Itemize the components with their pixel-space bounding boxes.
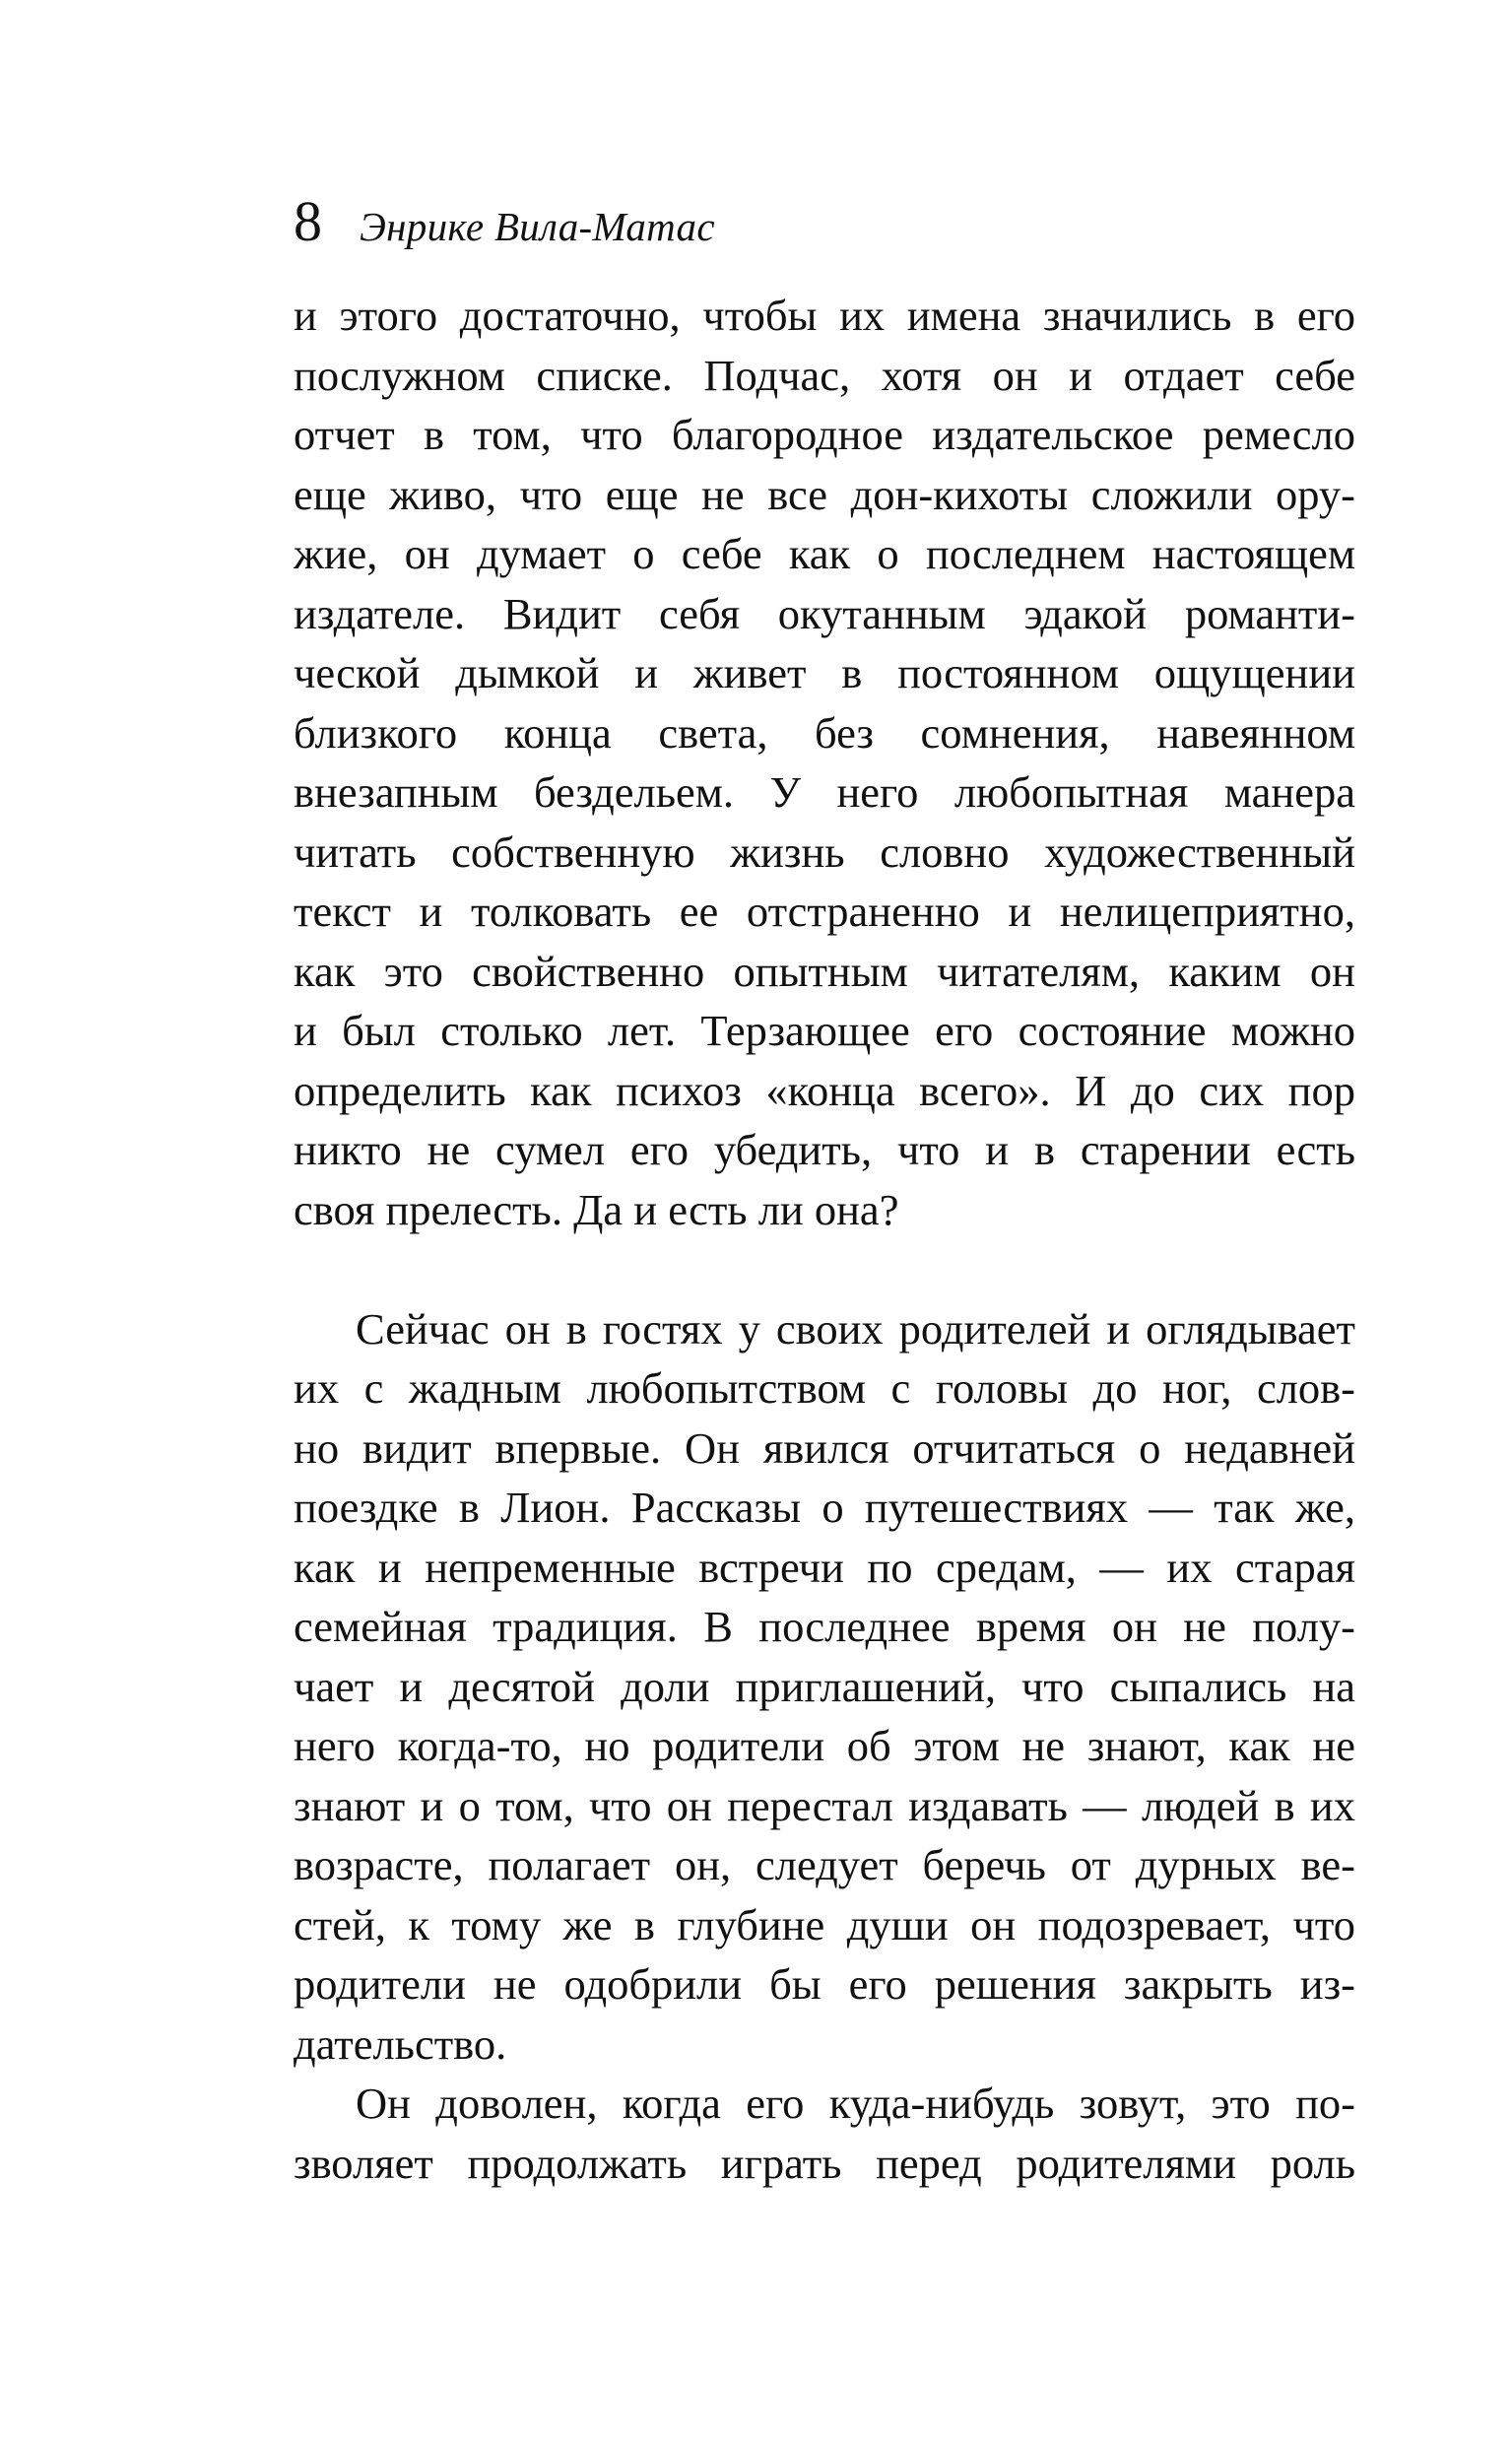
running-head — [294, 187, 715, 256]
text-line: чает и десятой доли приглашений, что сыпались на — [294, 1661, 1355, 1711]
text-line: дательство. — [294, 2018, 507, 2069]
text-line: родители не одобрили бы его решения закрыть из- — [294, 1959, 1355, 2009]
section-break — [294, 1239, 1355, 1299]
text-line: текст и толковать ее отстраненно и нелицеприятно, — [294, 887, 1355, 936]
text-line: издателе. Видит себя окутанным эдакой романти- — [294, 588, 1355, 638]
page-number: 8 — [294, 189, 322, 253]
text-line: определить как психоз «конца всего». И до сих пор — [294, 1065, 1355, 1115]
text-line: жие, он думает о себе как о последнем настоящем — [294, 529, 1355, 578]
text-line: близкого конца света, без сомнения, навеянном — [294, 707, 1355, 758]
paragraph-2 — [294, 1299, 1355, 2075]
text-line: читать собственную жизнь словно художественный — [294, 826, 1355, 877]
text-line: их с жадным любопытством с головы до ног, слов- — [294, 1363, 1355, 1413]
text-line: Он доволен, когда его куда-нибудь зовут, это по- — [356, 2079, 1355, 2128]
text-line: как и непременные встречи по средам, — их старая — [294, 1542, 1355, 1592]
text-line: как это свойственно опытным читателям, каким он — [294, 946, 1355, 996]
text-line: поездке в Лион. Рассказы о путешествиях — так же, — [294, 1483, 1355, 1532]
paragraph-3 — [294, 2074, 1355, 2193]
text-line: еще живо, что еще не все дон-кихоты сложили ору- — [294, 469, 1355, 519]
text-line: отчет в том, что благородное издательское ремесло — [294, 410, 1355, 459]
text-line: знают и о том, что он перестал издавать — людей в их — [294, 1780, 1355, 1830]
text-line: но видит впервые. Он явился отчитаться о недавней — [294, 1422, 1355, 1473]
text-line: никто не сумел его убедить, что и в старении есть — [294, 1125, 1355, 1174]
body-text — [294, 286, 1355, 2193]
paragraph-1 — [294, 286, 1355, 1239]
text-line: внезапным бездельем. У него любопытная манера — [294, 767, 1355, 817]
text-line: него когда-то, но родители об этом не знают, как не — [294, 1721, 1355, 1770]
running-head-author: Энрике Вила-Матас — [360, 204, 715, 249]
text-line: стей, к тому же в глубине души он подозревает, что — [294, 1899, 1355, 1949]
text-line: Сейчас он в гостях у своих родителей и оглядывает — [356, 1303, 1355, 1354]
text-line: и был столько лет. Терзающее его состояние можно — [294, 1006, 1355, 1055]
text-line: ческой дымкой и живет в постоянном ощущении — [294, 648, 1355, 697]
text-line: и этого достаточно, чтобы их имена значились в его — [294, 291, 1355, 340]
text-line: возрасте, полагает он, следует беречь от дурных ве- — [294, 1840, 1355, 1889]
text-line: семейная традиция. В последнее время он не полу- — [294, 1602, 1355, 1651]
text-line: послужном списке. Подчас, хотя он и отдает себе — [294, 350, 1355, 400]
text-line: своя прелесть. Да и есть ли она? — [294, 1184, 899, 1234]
text-line: зволяет продолжать играть перед родителями роль — [294, 2138, 1355, 2188]
